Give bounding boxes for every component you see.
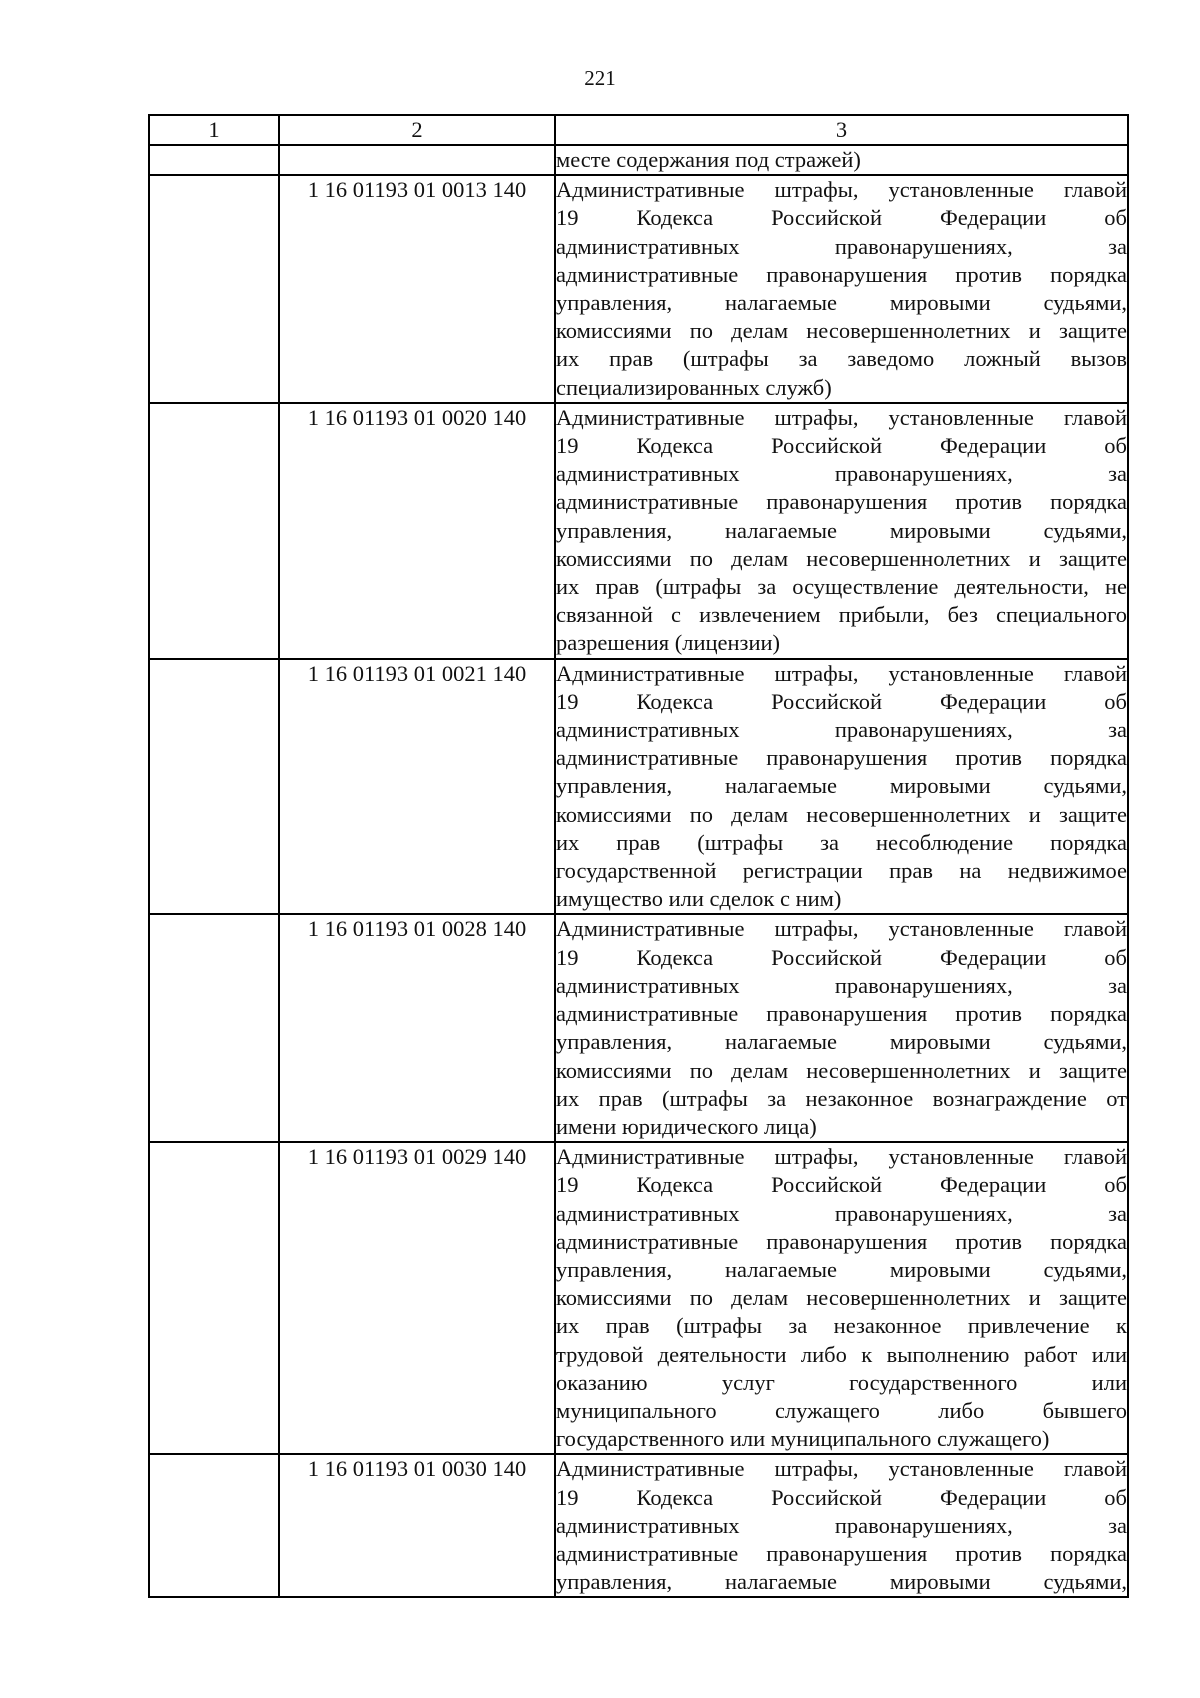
description-line: административные правонарушения против порядка	[556, 1228, 1127, 1254]
description-line: административных правонарушениях, за	[556, 1200, 1127, 1226]
column-1-cell	[149, 914, 279, 1142]
description-cell	[555, 659, 1128, 915]
description-line: связанной с извлечением прибыли, без специального	[556, 602, 1127, 628]
description-line: административных правонарушениях, за	[556, 972, 1127, 998]
description-line: их прав (штрафы за незаконное вознаграждение от	[556, 1085, 1127, 1111]
description-line: административные правонарушения против порядка	[556, 1540, 1127, 1566]
column-header-1: 1	[149, 115, 279, 145]
description-line: муниципального служащего либо бывшего	[556, 1397, 1127, 1423]
budget-code-cell	[279, 145, 555, 175]
description-line: управления, налагаемые мировыми судьями,	[556, 517, 1127, 543]
budget-code-cell: 1 16 01193 01 0028 140	[279, 914, 555, 1142]
description-cell	[555, 403, 1128, 659]
description-line: месте содержания под стражей)	[556, 147, 861, 172]
description-line: административные правонарушения против порядка	[556, 745, 1127, 771]
description-line: имущество или сделок с ним)	[556, 886, 842, 912]
description-line: административных правонарушениях, за	[556, 233, 1127, 259]
description-line: комиссиями по делам несовершеннолетних и защите	[556, 1057, 1127, 1083]
description-line: 19 Кодекса Российской Федерации об	[556, 433, 1127, 459]
table-row	[149, 1454, 1128, 1597]
column-1-cell	[149, 1142, 279, 1454]
description-line: управления, налагаемые мировыми судьями,	[556, 1256, 1127, 1282]
description-cell	[555, 175, 1128, 403]
description-cell	[555, 1454, 1128, 1597]
description-line: оказанию услуг государственного или	[556, 1369, 1127, 1395]
description-line: административных правонарушениях, за	[556, 461, 1127, 487]
description-cell	[555, 145, 1128, 175]
description-line: административных правонарушениях, за	[556, 1512, 1127, 1538]
budget-code-cell: 1 16 01193 01 0030 140	[279, 1454, 555, 1597]
description-line: комиссиями по делам несовершеннолетних и защите	[556, 1285, 1127, 1311]
table-row	[149, 1142, 1128, 1454]
description-line: 19 Кодекса Российской Федерации об	[556, 688, 1127, 714]
description-line: Административные штрафы, установленные главой	[556, 1144, 1127, 1170]
description-line: имени юридического лица)	[556, 1113, 817, 1139]
table-row	[149, 659, 1128, 915]
description-line: трудовой деятельности либо к выполнению работ или	[556, 1341, 1127, 1367]
description-line: комиссиями по делам несовершеннолетних и защите	[556, 318, 1127, 344]
description-line: их прав (штрафы за заведомо ложный вызов	[556, 346, 1127, 372]
table-row	[149, 914, 1128, 1142]
description-line: Административные штрафы, установленные главой	[556, 916, 1127, 942]
description-line: Административные штрафы, установленные главой	[556, 404, 1127, 430]
description-cell	[555, 914, 1128, 1142]
budget-classification-table	[148, 114, 1129, 1598]
description-line: административных правонарушениях, за	[556, 717, 1127, 743]
description-line: Административные штрафы, установленные главой	[556, 1456, 1127, 1482]
column-header-2: 2	[279, 115, 555, 145]
description-line: их прав (штрафы за незаконное привлечение к	[556, 1313, 1127, 1339]
description-line: управления, налагаемые мировыми судьями,	[556, 1569, 1127, 1595]
column-1-cell	[149, 145, 279, 175]
column-1-cell	[149, 403, 279, 659]
description-line: административные правонарушения против порядка	[556, 261, 1127, 287]
description-line: 19 Кодекса Российской Федерации об	[556, 1172, 1127, 1198]
description-line: 19 Кодекса Российской Федерации об	[556, 944, 1127, 970]
page-number: 221	[584, 66, 616, 90]
description-line: управления, налагаемые мировыми судьями,	[556, 773, 1127, 799]
description-line: 19 Кодекса Российской Федерации об	[556, 205, 1127, 231]
description-line: разрешения (лицензии)	[556, 630, 781, 656]
description-line: 19 Кодекса Российской Федерации об	[556, 1484, 1127, 1510]
column-header-3: 3	[555, 115, 1128, 145]
column-1-cell	[149, 1454, 279, 1597]
description-cell	[555, 1142, 1128, 1454]
description-line: административные правонарушения против порядка	[556, 1001, 1127, 1027]
table-header-row	[149, 115, 1128, 145]
column-1-cell	[149, 175, 279, 403]
column-1-cell	[149, 659, 279, 915]
budget-code-cell: 1 16 01193 01 0029 140	[279, 1142, 555, 1454]
description-line: комиссиями по делам несовершеннолетних и защите	[556, 545, 1127, 571]
description-line: их прав (штрафы за несоблюдение порядка	[556, 829, 1127, 855]
description-line: комиссиями по делам несовершеннолетних и защите	[556, 801, 1127, 827]
table-row	[149, 145, 1128, 175]
table-row	[149, 403, 1128, 659]
description-line: управления, налагаемые мировыми судьями,	[556, 1029, 1127, 1055]
description-line: специализированных служб)	[556, 374, 832, 400]
description-line: Административные штрафы, установленные главой	[556, 660, 1127, 686]
budget-code-cell: 1 16 01193 01 0013 140	[279, 175, 555, 403]
budget-code-cell: 1 16 01193 01 0020 140	[279, 403, 555, 659]
budget-code-cell: 1 16 01193 01 0021 140	[279, 659, 555, 915]
description-line: их прав (штрафы за осуществление деятельности, не	[556, 574, 1127, 600]
description-line: Административные штрафы, установленные главой	[556, 177, 1127, 203]
description-line: управления, налагаемые мировыми судьями,	[556, 290, 1127, 316]
description-line: административные правонарушения против порядка	[556, 489, 1127, 515]
description-line: государственного или муниципального служащего)	[556, 1426, 1050, 1452]
description-line: государственной регистрации прав на недвижимое	[556, 858, 1127, 884]
table-row	[149, 175, 1128, 403]
